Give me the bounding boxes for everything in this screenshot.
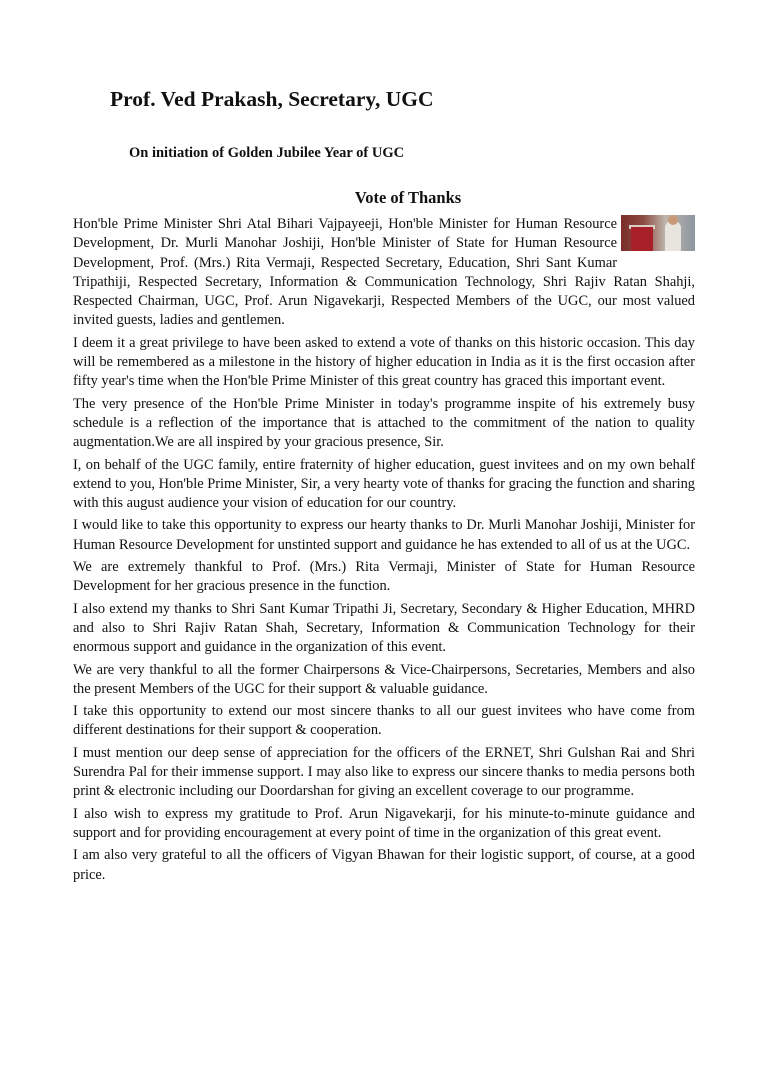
paragraph: I would like to take this opportunity to express our hearty thanks to Dr. Murli Manohar Joshiji, Minister for Human Resource Development for unstinted support and guidance he has extended to all of us at the UGC. [73, 517, 695, 553]
paragraph: I take this opportunity to extend our most sincere thanks to all our guest invitees who have come from different destinations for their support & cooperation. [73, 703, 695, 739]
paragraph: I also extend my thanks to Shri Sant Kumar Tripathi Ji, Secretary, Secondary & Higher Education, MHRD and also to Shri Rajiv Ratan Shah, Secretary, Information & Communication Technology for their enormous support and guidance in the organization of this event. [73, 600, 695, 656]
paragraph: I deem it a great privilege to have been asked to extend a vote of thanks on this historic occasion. This day will be remembered as a milestone in the history of higher education in India as it is the first occasion after fifty year's time when the Hon'ble Prime Minister of this great country has graced this important event. [73, 334, 695, 390]
paragraph: I must mention our deep sense of appreciation for the officers of the ERNET, Shri Gulshan Rai and Shri Surendra Pal for their immense support. I may also like to express our sincere thanks to media persons both print & electronic including our Doordarshan for giving an excellent coverage to our programme. [73, 744, 695, 800]
paragraph: I also wish to express my gratitude to Prof. Arun Nigavekarji, for his minute-to-minute guidance and support and for providing encouragement at every point of time in the organization of this great event. [73, 805, 695, 841]
page-heading: Prof. Ved Prakash, Secretary, UGC [110, 87, 434, 111]
page-subheading: On initiation of Golden Jubilee Year of UGC [129, 145, 405, 161]
speaker-photo [621, 215, 695, 251]
paragraph: We are extremely thankful to Prof. (Mrs.) Rita Vermaji, Minister of State for Human Resource Development for her gracious presence in the function. [73, 559, 695, 595]
speech-body [73, 215, 695, 888]
paragraph: I am also very grateful to all the officers of Vigyan Bhawan for their logistic support, of course, at a good price. [73, 847, 695, 883]
paragraph: The very presence of the Hon'ble Prime Minister in today's programme inspite of his extremely busy schedule is a reflection of the importance that is attached to the commitment of the nation to quality augmentation.We are all inspired by your gracious presence, Sir. [73, 395, 695, 451]
paragraph-salutation: Hon'ble Prime Minister Shri Atal Bihari Vajpayeeji, Hon'ble Minister for Human Resource Development, Dr. Murli Manohar Joshiji, Hon'ble Minister of State for Human Resource Development, Prof. (Mrs.) Rita Vermaji, Respected Secretary, Education, Shri Sant Kumar Tripathiji, Respected Secretary, Information & Communication Technology, Shri Rajiv Ratan Shahji, Respected Chairman, UGC, Prof. Arun Nigavekarji, Respected Members of the UGC, our most valued invited guests, ladies and gentlemen. [73, 216, 695, 329]
paragraph: We are very thankful to all the former Chairpersons & Vice-Chairpersons, Secretaries, Members and also the present Members of the UGC for their support & valuable guidance. [73, 661, 695, 697]
paragraph: I, on behalf of the UGC family, entire fraternity of higher education, guest invitees and on my own behalf extend to you, Hon'ble Prime Minister, Sir, a very hearty vote of thanks for gracing the function and sharing with this august audience your vision of education for our country. [73, 456, 695, 512]
section-title: Vote of Thanks [354, 188, 462, 207]
